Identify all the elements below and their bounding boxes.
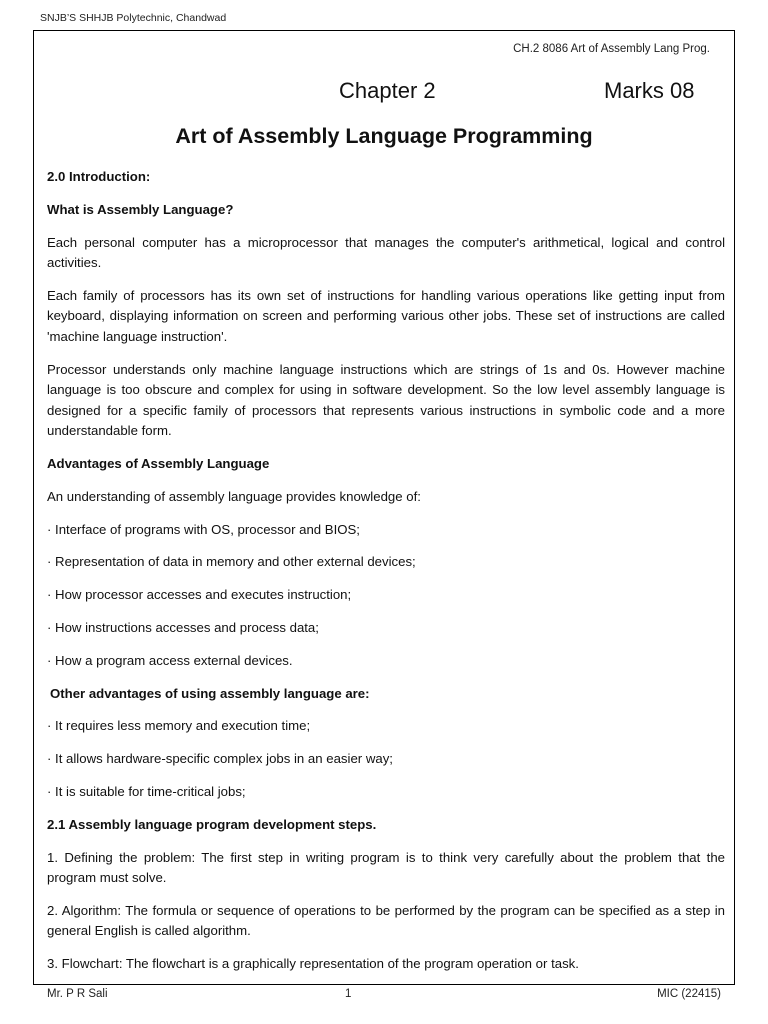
list-item: · How a program access external devices. <box>47 652 293 668</box>
running-header: CH.2 8086 Art of Assembly Lang Prog. <box>513 43 710 55</box>
chapter-line <box>34 78 734 108</box>
section-heading-development-steps: 2.1 Assembly language program development steps. <box>47 816 377 832</box>
step-item: 3. Flowchart: The flowchart is a graphically representation of the program operation or task. <box>47 956 579 972</box>
list-item: · It allows hardware-specific complex jobs in an easier way; <box>47 751 393 767</box>
paragraph: Processor understands only machine language instructions which are strings of 1s and 0s. However machine language is too obscure and complex for using in software development. So the low level assembly language is designed for a specific family of processors that represents various instructions in symbolic code and a more understandable form. <box>47 361 725 439</box>
paragraph: Each personal computer has a microprocessor that manages the computer's arithmetical, logical and control activities. <box>47 234 725 271</box>
subheading-what-is-assembly: What is Assembly Language? <box>47 201 234 217</box>
page-number: 1 <box>345 988 352 1000</box>
chapter-label: Chapter 2 <box>339 78 436 103</box>
list-item: · Interface of programs with OS, processor and BIOS; <box>47 521 360 537</box>
document-body <box>47 167 725 987</box>
marks-label: Marks 08 <box>604 78 695 103</box>
document-title: Art of Assembly Language Programming <box>175 124 593 148</box>
list-item: · How processor accesses and executes instruction; <box>47 587 352 603</box>
footer-author: Mr. P R Sali <box>47 988 108 1000</box>
institute-name: SNJB’S SHHJB Polytechnic, Chandwad <box>40 12 227 24</box>
course-code: MIC (22415) <box>657 988 721 1000</box>
list-item: · It is suitable for time-critical jobs; <box>47 783 246 799</box>
list-item: · How instructions accesses and process data; <box>47 619 319 635</box>
page-frame <box>33 30 735 985</box>
subheading-advantages: Advantages of Assembly Language <box>47 455 270 471</box>
paragraph: Each family of processors has its own set of instructions for handling various operations like getting input from keyboard, displaying information on screen and performing various other jobs. These set of instructions are called 'machine language instruction'. <box>47 287 725 344</box>
paragraph: An understanding of assembly language provides knowledge of: <box>47 488 421 504</box>
step-item: 1. Defining the problem: The first step in writing program is to think very carefully about the problem that the program must solve. <box>47 849 725 886</box>
page-footer <box>0 988 768 1008</box>
list-item: · It requires less memory and execution time; <box>47 718 311 734</box>
subheading-other-advantages: Other advantages of using assembly language are: <box>50 685 370 701</box>
list-item: · Representation of data in memory and other external devices; <box>47 554 416 570</box>
step-item: 2. Algorithm: The formula or sequence of operations to be performed by the program can be specified as a step in general English is called algorithm. <box>47 902 725 939</box>
section-heading-introduction: 2.0 Introduction: <box>47 169 151 184</box>
